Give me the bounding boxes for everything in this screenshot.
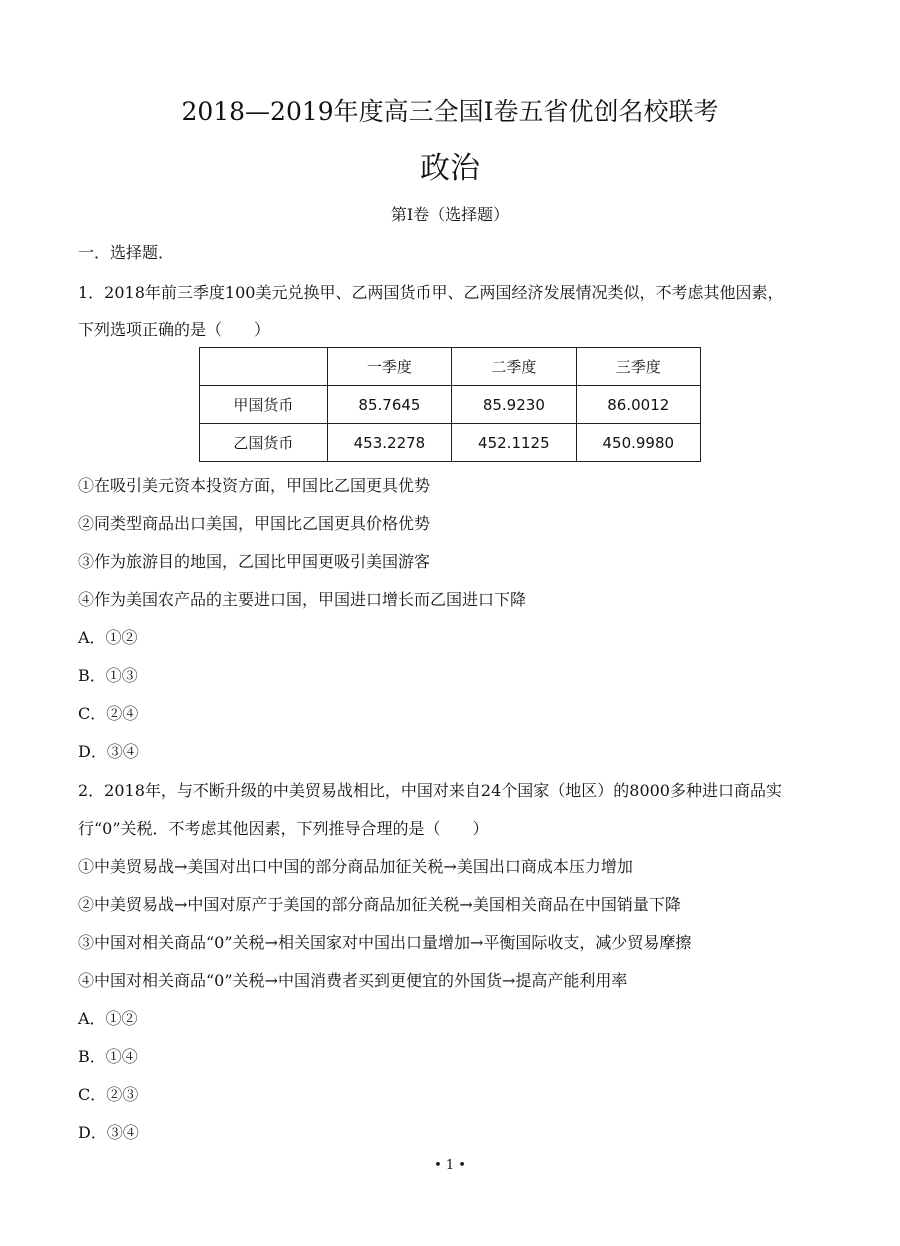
q2-option-b: B．①④: [78, 1047, 138, 1066]
table-row: [200, 424, 701, 462]
q2-statement: ④中国对相关商品“0”关税→中国消费者买到更便宜的外国货→提高产能利用率: [78, 971, 628, 990]
q1-statement: ②同类型商品出口美国，甲国比乙国更具价格优势: [78, 514, 431, 533]
table-header-cell: 三季度: [576, 348, 700, 386]
q2-stem-line2: 行“0”关税．不考虑其他因素，下列推导合理的是（ ）: [78, 819, 489, 838]
table-header-cell: [200, 348, 328, 386]
page-number: • 1 •: [434, 1158, 466, 1173]
q1-option-d: D．③④: [78, 742, 139, 761]
volume-label: 第Ⅰ卷（选择题）: [390, 205, 510, 224]
q1-statement: ③作为旅游目的地国，乙国比甲国更吸引美国游客: [78, 552, 431, 571]
q2-statement: ①中美贸易战→美国对出口中国的部分商品加征关税→美国出口商成本压力增加: [78, 857, 633, 876]
q2-option-c: C．②③: [78, 1085, 139, 1104]
table-cell: 453.2278: [327, 424, 451, 462]
q2-option-d: D．③④: [78, 1123, 139, 1142]
q1-statement: ④作为美国农产品的主要进口国，甲国进口增长而乙国进口下降: [78, 590, 527, 609]
table-header-cell: 二季度: [452, 348, 576, 386]
q1-option-c: C．②④: [78, 704, 139, 723]
q2-option-a: A．①②: [78, 1009, 138, 1028]
exam-title: 2018—2019年度高三全国Ⅰ卷五省优创名校联考: [181, 97, 719, 126]
table-cell: 452.1125: [452, 424, 576, 462]
exchange-rate-table: [199, 347, 701, 462]
q1-stem-line1: 1．2018年前三季度100美元兑换甲、乙两国货币甲、乙两国经济发展情况类似，不考虑其他因素，: [78, 283, 784, 302]
q1-option-a: A．①②: [78, 628, 138, 647]
table-cell: 乙国货币: [200, 424, 328, 462]
q1-option-b: B．①③: [78, 666, 138, 685]
q1-stem-line2: 下列选项正确的是（ ）: [78, 320, 271, 339]
table-cell: 85.9230: [452, 386, 576, 424]
table-header-row: [200, 348, 701, 386]
table-cell: 450.9980: [576, 424, 700, 462]
q1-statement: ①在吸引美元资本投资方面，甲国比乙国更具优势: [78, 476, 431, 495]
table-header-cell: 一季度: [327, 348, 451, 386]
table-row: [200, 386, 701, 424]
table-cell: 86.0012: [576, 386, 700, 424]
q2-statement: ②中美贸易战→中国对原产于美国的部分商品加征关税→美国相关商品在中国销量下降: [78, 895, 681, 914]
table-cell: 甲国货币: [200, 386, 328, 424]
table-cell: 85.7645: [327, 386, 451, 424]
section-heading: 一．选择题．: [78, 243, 175, 262]
q2-statement: ③中国对相关商品“0”关税→相关国家对中国出口量增加→平衡国际收支，减少贸易摩擦: [78, 933, 692, 952]
subject-title: 政治: [420, 151, 480, 186]
q2-stem-line1: 2．2018年，与不断升级的中美贸易战相比，中国对来自24个国家（地区）的8000多种进口商品实: [78, 781, 782, 800]
